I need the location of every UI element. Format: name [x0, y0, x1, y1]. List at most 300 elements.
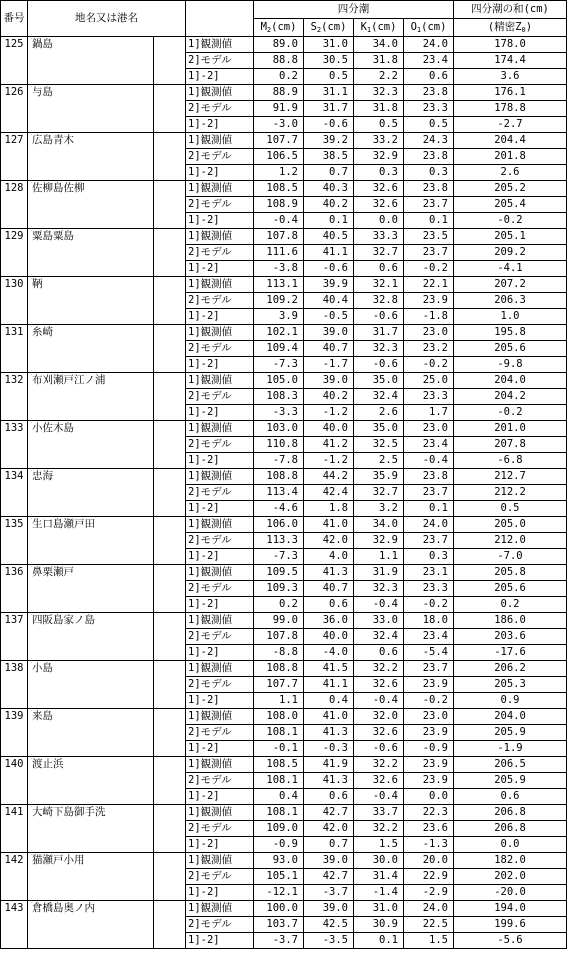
- station-name: 布刈瀬戸江ノ浦: [28, 373, 154, 421]
- cell-o1: 22.3: [404, 805, 454, 821]
- row-label: 2]モデル: [186, 149, 254, 165]
- cell-o1: 24.0: [404, 37, 454, 53]
- cell-s2: 41.3: [304, 565, 354, 581]
- cell-sum: -0.2: [454, 213, 567, 229]
- cell-m2: -3.3: [254, 405, 304, 421]
- cell-s2: 40.0: [304, 421, 354, 437]
- cell-k1: 33.7: [354, 805, 404, 821]
- blank-cell: [154, 517, 186, 565]
- blank-cell: [154, 133, 186, 181]
- station-number: 141: [1, 805, 28, 853]
- cell-m2: 0.2: [254, 69, 304, 85]
- cell-o1: -2.9: [404, 885, 454, 901]
- blank-cell: [154, 277, 186, 325]
- cell-sum: 205.9: [454, 725, 567, 741]
- cell-sum: 195.8: [454, 325, 567, 341]
- cell-s2: 40.2: [304, 389, 354, 405]
- blank-cell: [154, 37, 186, 85]
- cell-sum: 201.8: [454, 149, 567, 165]
- row-label: 1]-2]: [186, 597, 254, 613]
- cell-k1: 32.3: [354, 341, 404, 357]
- cell-sum: 0.6: [454, 789, 567, 805]
- cell-k1: 32.6: [354, 677, 404, 693]
- row-label: 2]モデル: [186, 197, 254, 213]
- cell-o1: -0.2: [404, 693, 454, 709]
- table-body: [1, 37, 567, 949]
- cell-s2: 40.7: [304, 581, 354, 597]
- cell-m2: 113.1: [254, 277, 304, 293]
- cell-sum: 205.9: [454, 773, 567, 789]
- cell-s2: 0.4: [304, 693, 354, 709]
- cell-o1: 23.7: [404, 245, 454, 261]
- cell-o1: -1.3: [404, 837, 454, 853]
- cell-o1: 18.0: [404, 613, 454, 629]
- cell-o1: 24.0: [404, 901, 454, 917]
- cell-m2: -0.9: [254, 837, 304, 853]
- cell-sum: 212.7: [454, 469, 567, 485]
- cell-k1: 2.5: [354, 453, 404, 469]
- cell-o1: 23.4: [404, 53, 454, 69]
- station-number: 128: [1, 181, 28, 229]
- cell-s2: 31.0: [304, 37, 354, 53]
- cell-k1: 0.5: [354, 117, 404, 133]
- cell-sum: 174.4: [454, 53, 567, 69]
- cell-k1: 31.8: [354, 53, 404, 69]
- cell-sum: -20.0: [454, 885, 567, 901]
- cell-m2: 108.1: [254, 725, 304, 741]
- cell-k1: -0.4: [354, 789, 404, 805]
- header-o1: $O_1(cm)$: [404, 19, 454, 37]
- cell-o1: 0.1: [404, 213, 454, 229]
- cell-sum: -2.7: [454, 117, 567, 133]
- cell-m2: 108.1: [254, 805, 304, 821]
- cell-o1: 24.3: [404, 133, 454, 149]
- row-label: 2]モデル: [186, 245, 254, 261]
- cell-k1: 35.0: [354, 421, 404, 437]
- cell-o1: 23.9: [404, 773, 454, 789]
- station-name: 佐柳島佐柳: [28, 181, 154, 229]
- cell-o1: 23.4: [404, 629, 454, 645]
- row-label: 1]-2]: [186, 261, 254, 277]
- row-label: 2]モデル: [186, 869, 254, 885]
- blank-cell: [154, 853, 186, 901]
- station-number: 127: [1, 133, 28, 181]
- row-label: 1]観測値: [186, 469, 254, 485]
- cell-sum: 3.6: [454, 69, 567, 85]
- cell-o1: 23.9: [404, 725, 454, 741]
- cell-s2: -1.2: [304, 453, 354, 469]
- cell-m2: 99.0: [254, 613, 304, 629]
- station-number: 134: [1, 469, 28, 517]
- row-label: 2]モデル: [186, 53, 254, 69]
- cell-s2: 36.0: [304, 613, 354, 629]
- cell-k1: 32.2: [354, 821, 404, 837]
- cell-sum: 209.2: [454, 245, 567, 261]
- cell-k1: 32.0: [354, 709, 404, 725]
- cell-s2: 30.5: [304, 53, 354, 69]
- cell-k1: 34.0: [354, 37, 404, 53]
- cell-m2: 108.5: [254, 181, 304, 197]
- row-label: 1]-2]: [186, 117, 254, 133]
- row-label: 2]モデル: [186, 581, 254, 597]
- cell-s2: 0.5: [304, 69, 354, 85]
- cell-m2: -3.8: [254, 261, 304, 277]
- cell-sum: 205.4: [454, 197, 567, 213]
- cell-m2: 108.5: [254, 757, 304, 773]
- cell-sum: 205.0: [454, 517, 567, 533]
- cell-sum: 205.8: [454, 565, 567, 581]
- cell-o1: 23.9: [404, 293, 454, 309]
- station-number: 135: [1, 517, 28, 565]
- cell-s2: 41.0: [304, 517, 354, 533]
- cell-o1: 23.0: [404, 325, 454, 341]
- cell-o1: 23.7: [404, 533, 454, 549]
- cell-m2: -7.3: [254, 549, 304, 565]
- cell-o1: 0.0: [404, 789, 454, 805]
- row-label: 2]モデル: [186, 821, 254, 837]
- row-label: 1]観測値: [186, 517, 254, 533]
- cell-k1: -0.4: [354, 693, 404, 709]
- cell-sum: 204.0: [454, 709, 567, 725]
- cell-s2: 0.6: [304, 789, 354, 805]
- cell-o1: 1.5: [404, 933, 454, 949]
- station-name: 生口島瀬戸田: [28, 517, 154, 565]
- row-label: 1]-2]: [186, 741, 254, 757]
- cell-m2: 0.4: [254, 789, 304, 805]
- cell-s2: 39.0: [304, 373, 354, 389]
- cell-s2: -0.6: [304, 117, 354, 133]
- cell-k1: -0.4: [354, 597, 404, 613]
- header-k1: $K_1(cm)$: [354, 19, 404, 37]
- header-place: 地名又は港名: [28, 1, 186, 37]
- cell-k1: 35.9: [354, 469, 404, 485]
- station-number: 142: [1, 853, 28, 901]
- row-label: 1]観測値: [186, 613, 254, 629]
- station-number: 130: [1, 277, 28, 325]
- cell-s2: 42.0: [304, 821, 354, 837]
- station-number: 132: [1, 373, 28, 421]
- cell-sum: 202.0: [454, 869, 567, 885]
- cell-s2: 41.1: [304, 245, 354, 261]
- cell-sum: 199.6: [454, 917, 567, 933]
- table-row: [1, 181, 567, 197]
- cell-k1: 33.3: [354, 229, 404, 245]
- station-name: 広島青木: [28, 133, 154, 181]
- cell-sum: 205.6: [454, 581, 567, 597]
- cell-s2: -0.3: [304, 741, 354, 757]
- station-number: 129: [1, 229, 28, 277]
- station-name: 大崎下島御手洗: [28, 805, 154, 853]
- cell-sum: -7.0: [454, 549, 567, 565]
- cell-sum: 2.6: [454, 165, 567, 181]
- cell-sum: 194.0: [454, 901, 567, 917]
- cell-o1: 23.0: [404, 421, 454, 437]
- blank-cell: [154, 421, 186, 469]
- row-label: 2]モデル: [186, 677, 254, 693]
- cell-sum: -5.6: [454, 933, 567, 949]
- cell-m2: 88.9: [254, 85, 304, 101]
- cell-sum: 0.0: [454, 837, 567, 853]
- cell-s2: 40.5: [304, 229, 354, 245]
- cell-m2: -0.1: [254, 741, 304, 757]
- row-label: 1]-2]: [186, 837, 254, 853]
- blank-cell: [154, 661, 186, 709]
- cell-sum: 178.0: [454, 37, 567, 53]
- station-number: 133: [1, 421, 28, 469]
- cell-k1: -1.4: [354, 885, 404, 901]
- cell-m2: 103.7: [254, 917, 304, 933]
- cell-sum: 206.2: [454, 661, 567, 677]
- cell-k1: 30.0: [354, 853, 404, 869]
- row-label: 2]モデル: [186, 725, 254, 741]
- cell-s2: 0.7: [304, 165, 354, 181]
- station-number: 136: [1, 565, 28, 613]
- cell-o1: -0.2: [404, 261, 454, 277]
- row-label: 1]-2]: [186, 165, 254, 181]
- table-row: [1, 373, 567, 389]
- station-name: 鼻栗瀬戸: [28, 565, 154, 613]
- cell-o1: 25.0: [404, 373, 454, 389]
- cell-s2: 42.0: [304, 533, 354, 549]
- cell-o1: 23.9: [404, 677, 454, 693]
- row-label: 1]観測値: [186, 661, 254, 677]
- cell-o1: -5.4: [404, 645, 454, 661]
- cell-sum: 0.2: [454, 597, 567, 613]
- row-label: 1]観測値: [186, 133, 254, 149]
- cell-sum: 178.8: [454, 101, 567, 117]
- table-row: [1, 565, 567, 581]
- cell-m2: 113.3: [254, 533, 304, 549]
- cell-sum: 186.0: [454, 613, 567, 629]
- station-number: 140: [1, 757, 28, 805]
- table-row: [1, 229, 567, 245]
- cell-k1: 32.3: [354, 85, 404, 101]
- cell-o1: 23.4: [404, 437, 454, 453]
- cell-o1: -0.4: [404, 453, 454, 469]
- header-four-tides: 四分潮: [254, 1, 454, 19]
- station-name: 小島: [28, 661, 154, 709]
- cell-m2: 106.5: [254, 149, 304, 165]
- cell-m2: 91.9: [254, 101, 304, 117]
- cell-m2: -4.6: [254, 501, 304, 517]
- cell-k1: 31.9: [354, 565, 404, 581]
- cell-k1: 1.5: [354, 837, 404, 853]
- cell-o1: 0.6: [404, 69, 454, 85]
- cell-s2: 42.5: [304, 917, 354, 933]
- cell-m2: 1.1: [254, 693, 304, 709]
- table-row: [1, 277, 567, 293]
- blank-cell: [154, 469, 186, 517]
- row-label: 1]-2]: [186, 885, 254, 901]
- cell-s2: 41.5: [304, 661, 354, 677]
- cell-s2: -4.0: [304, 645, 354, 661]
- cell-k1: 2.2: [354, 69, 404, 85]
- header-z0: (精密$Z_0$): [454, 19, 567, 37]
- cell-sum: 207.2: [454, 277, 567, 293]
- cell-sum: 176.1: [454, 85, 567, 101]
- table-row: [1, 661, 567, 677]
- row-label: 1]観測値: [186, 277, 254, 293]
- row-label: 1]観測値: [186, 757, 254, 773]
- cell-sum: 204.0: [454, 373, 567, 389]
- table-row: [1, 421, 567, 437]
- station-number: 138: [1, 661, 28, 709]
- cell-o1: 1.7: [404, 405, 454, 421]
- cell-sum: 182.0: [454, 853, 567, 869]
- cell-k1: 32.4: [354, 389, 404, 405]
- row-label: 2]モデル: [186, 629, 254, 645]
- cell-s2: 40.3: [304, 181, 354, 197]
- cell-m2: 110.8: [254, 437, 304, 453]
- blank-cell: [154, 229, 186, 277]
- cell-k1: 32.4: [354, 629, 404, 645]
- blank-cell: [154, 565, 186, 613]
- row-label: 1]-2]: [186, 645, 254, 661]
- cell-m2: 108.8: [254, 469, 304, 485]
- cell-k1: 32.6: [354, 773, 404, 789]
- cell-s2: 39.2: [304, 133, 354, 149]
- cell-m2: 0.2: [254, 597, 304, 613]
- cell-k1: 34.0: [354, 517, 404, 533]
- cell-sum: -0.2: [454, 405, 567, 421]
- table-row: [1, 853, 567, 869]
- cell-m2: 100.0: [254, 901, 304, 917]
- cell-s2: 41.3: [304, 773, 354, 789]
- row-label: 2]モデル: [186, 533, 254, 549]
- table-row: [1, 709, 567, 725]
- cell-m2: 89.0: [254, 37, 304, 53]
- blank-cell: [154, 757, 186, 805]
- cell-m2: 108.1: [254, 773, 304, 789]
- cell-s2: 40.4: [304, 293, 354, 309]
- cell-m2: 105.1: [254, 869, 304, 885]
- cell-k1: 32.6: [354, 181, 404, 197]
- cell-s2: -0.5: [304, 309, 354, 325]
- blank-cell: [154, 325, 186, 373]
- row-label: 1]観測値: [186, 229, 254, 245]
- cell-s2: 40.0: [304, 629, 354, 645]
- cell-k1: 32.7: [354, 245, 404, 261]
- cell-sum: -6.8: [454, 453, 567, 469]
- cell-s2: 31.7: [304, 101, 354, 117]
- cell-o1: 23.2: [404, 341, 454, 357]
- table-row: [1, 757, 567, 773]
- station-name: 来島: [28, 709, 154, 757]
- cell-sum: 205.6: [454, 341, 567, 357]
- cell-m2: 106.0: [254, 517, 304, 533]
- cell-o1: -0.2: [404, 597, 454, 613]
- cell-sum: 212.2: [454, 485, 567, 501]
- cell-m2: 107.8: [254, 629, 304, 645]
- row-label: 1]観測値: [186, 325, 254, 341]
- cell-s2: -0.6: [304, 261, 354, 277]
- cell-s2: 4.0: [304, 549, 354, 565]
- cell-sum: 205.1: [454, 229, 567, 245]
- station-name: 鞆: [28, 277, 154, 325]
- cell-o1: 23.3: [404, 101, 454, 117]
- cell-o1: 23.8: [404, 181, 454, 197]
- cell-s2: 41.1: [304, 677, 354, 693]
- station-name: 粟島粟島: [28, 229, 154, 277]
- cell-o1: -1.8: [404, 309, 454, 325]
- header-s2: $S_2(cm)$: [304, 19, 354, 37]
- cell-s2: 42.7: [304, 869, 354, 885]
- cell-k1: -0.6: [354, 309, 404, 325]
- cell-sum: 0.5: [454, 501, 567, 517]
- row-label: 2]モデル: [186, 917, 254, 933]
- cell-k1: 2.6: [354, 405, 404, 421]
- cell-sum: 206.8: [454, 821, 567, 837]
- cell-k1: 35.0: [354, 373, 404, 389]
- cell-sum: -17.6: [454, 645, 567, 661]
- blank-cell: [154, 709, 186, 757]
- row-label: 1]-2]: [186, 693, 254, 709]
- cell-s2: 41.3: [304, 725, 354, 741]
- cell-k1: -0.6: [354, 741, 404, 757]
- cell-sum: 206.3: [454, 293, 567, 309]
- station-number: 125: [1, 37, 28, 85]
- cell-o1: 20.0: [404, 853, 454, 869]
- row-label: 1]観測値: [186, 805, 254, 821]
- cell-sum: 207.8: [454, 437, 567, 453]
- row-label: 1]観測値: [186, 373, 254, 389]
- cell-s2: 42.7: [304, 805, 354, 821]
- cell-sum: 206.5: [454, 757, 567, 773]
- row-label: 2]モデル: [186, 485, 254, 501]
- cell-o1: 22.1: [404, 277, 454, 293]
- cell-o1: 23.8: [404, 149, 454, 165]
- cell-s2: 0.7: [304, 837, 354, 853]
- cell-s2: 39.0: [304, 901, 354, 917]
- row-label: 1]-2]: [186, 405, 254, 421]
- cell-k1: 0.0: [354, 213, 404, 229]
- blank-cell: [154, 181, 186, 229]
- cell-sum: -9.8: [454, 357, 567, 373]
- cell-s2: -3.5: [304, 933, 354, 949]
- blank-cell: [154, 85, 186, 133]
- cell-s2: 38.5: [304, 149, 354, 165]
- station-name: 忠海: [28, 469, 154, 517]
- table-row: [1, 805, 567, 821]
- row-label: 1]-2]: [186, 69, 254, 85]
- row-label: 2]モデル: [186, 389, 254, 405]
- cell-m2: -0.4: [254, 213, 304, 229]
- row-label: 1]-2]: [186, 453, 254, 469]
- cell-s2: 39.0: [304, 325, 354, 341]
- cell-o1: -0.2: [404, 357, 454, 373]
- cell-sum: 201.0: [454, 421, 567, 437]
- header-sum: 四分潮の和(cm): [454, 1, 567, 19]
- cell-o1: 23.7: [404, 485, 454, 501]
- cell-o1: 23.7: [404, 197, 454, 213]
- cell-k1: 32.9: [354, 533, 404, 549]
- cell-s2: 40.7: [304, 341, 354, 357]
- cell-k1: 3.2: [354, 501, 404, 517]
- blank-cell: [154, 613, 186, 661]
- cell-s2: 31.1: [304, 85, 354, 101]
- station-number: 137: [1, 613, 28, 661]
- cell-s2: 41.0: [304, 709, 354, 725]
- header-no: 番号: [1, 1, 28, 37]
- cell-k1: 32.5: [354, 437, 404, 453]
- row-label: 1]観測値: [186, 421, 254, 437]
- cell-s2: 0.6: [304, 597, 354, 613]
- blank-cell: [154, 805, 186, 853]
- header-m2: $M_2(cm)$: [254, 19, 304, 37]
- cell-o1: 0.3: [404, 549, 454, 565]
- cell-m2: 111.6: [254, 245, 304, 261]
- station-name: 与島: [28, 85, 154, 133]
